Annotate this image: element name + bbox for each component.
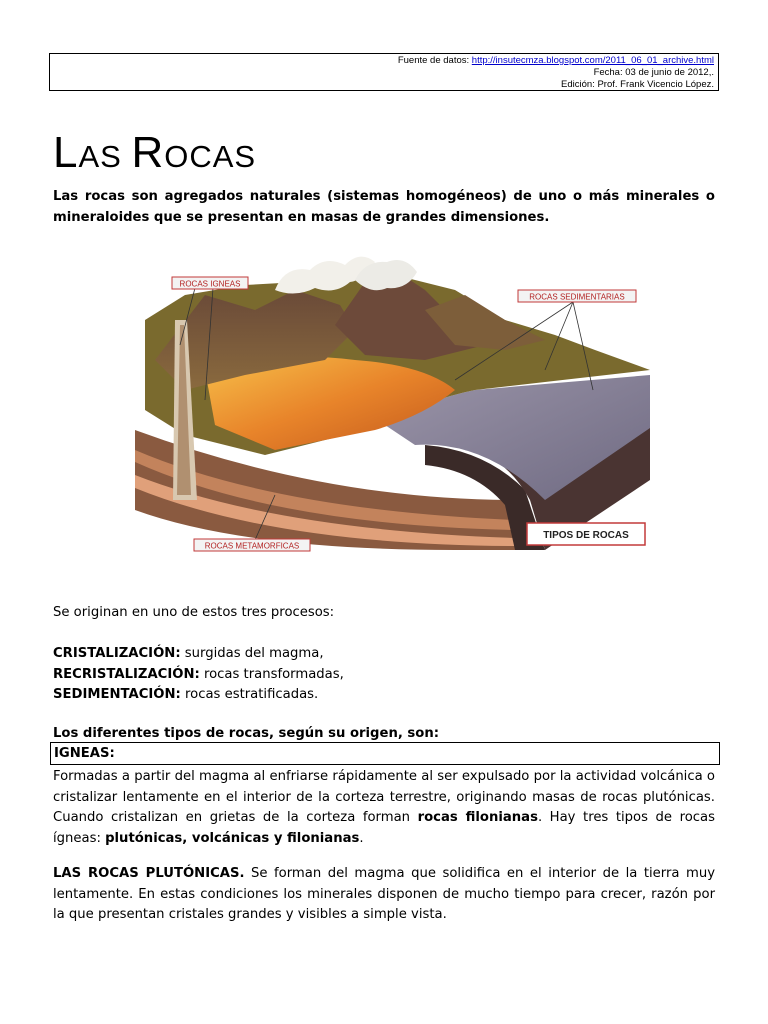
igneas-heading: IGNEAS: (54, 746, 115, 761)
label-rocas-sedimentarias: ROCAS SEDIMENTARIAS (529, 292, 625, 302)
processes-section (53, 603, 715, 706)
label-tipos-de-rocas: TIPOS DE ROCAS (543, 530, 629, 541)
page-title: LAS ROCAS (53, 128, 257, 177)
source-line (50, 55, 714, 67)
rock-types-illustration (125, 250, 655, 558)
plutonicas-paragraph: LAS ROCAS PLUTÓNICAS. Se forman del magma que solidifica en el interior de la tierra muy lentamente. En estas condiciones los minerales disponen de mucho tiempo para crecer, razón por la que presentan cristales grandes y visibles a simple vista. (53, 866, 715, 922)
source-link[interactable]: http://insutecmza.blogspot.com/2011_06_01_archive.html (471, 55, 714, 66)
source-label: Fuente de datos: (397, 55, 472, 66)
igneas-heading-box (50, 742, 720, 765)
igneas-paragraph: Formadas a partir del magma al enfriarse rápidamente al ser expulsado por la actividad volcánica o cristalizar lentamente en el interior de la corteza terrestre, originando masas de rocas plutónicas. Cuando cristalizan en grietas de la corteza forman rocas filonianas. Hay tres tipos de rocas ígneas: plutónicas, volcánicas y filonianas. (53, 769, 715, 846)
edition-line: Edición: Prof. Frank Vicencio López. (561, 79, 714, 90)
process-sedimentacion: SEDIMENTACIÓN: rocas estratificadas. (53, 687, 319, 702)
date-line: Fecha: 03 de junio de 2012,. (593, 67, 714, 78)
process-recristalizacion: RECRISTALIZACIÓN: rocas transformadas, (53, 666, 344, 682)
label-rocas-metamorficas: ROCAS METAMORFICAS (204, 541, 300, 551)
process-cristalizacion: CRISTALIZACIÓN: surgidas del magma, (53, 646, 324, 661)
processes-intro: Se originan en uno de estos tres procesos: (53, 605, 335, 620)
intro-paragraph: Las rocas son agregados naturales (sistemas homogéneos) de uno o más minerales o mineraloides que se presentan en masas de grandes dimensiones. (53, 189, 715, 225)
label-rocas-igneas: ROCAS IGNEAS (179, 279, 241, 289)
types-heading: Los diferentes tipos de rocas, según su origen, son: (53, 726, 439, 741)
source-header-box (49, 53, 719, 91)
